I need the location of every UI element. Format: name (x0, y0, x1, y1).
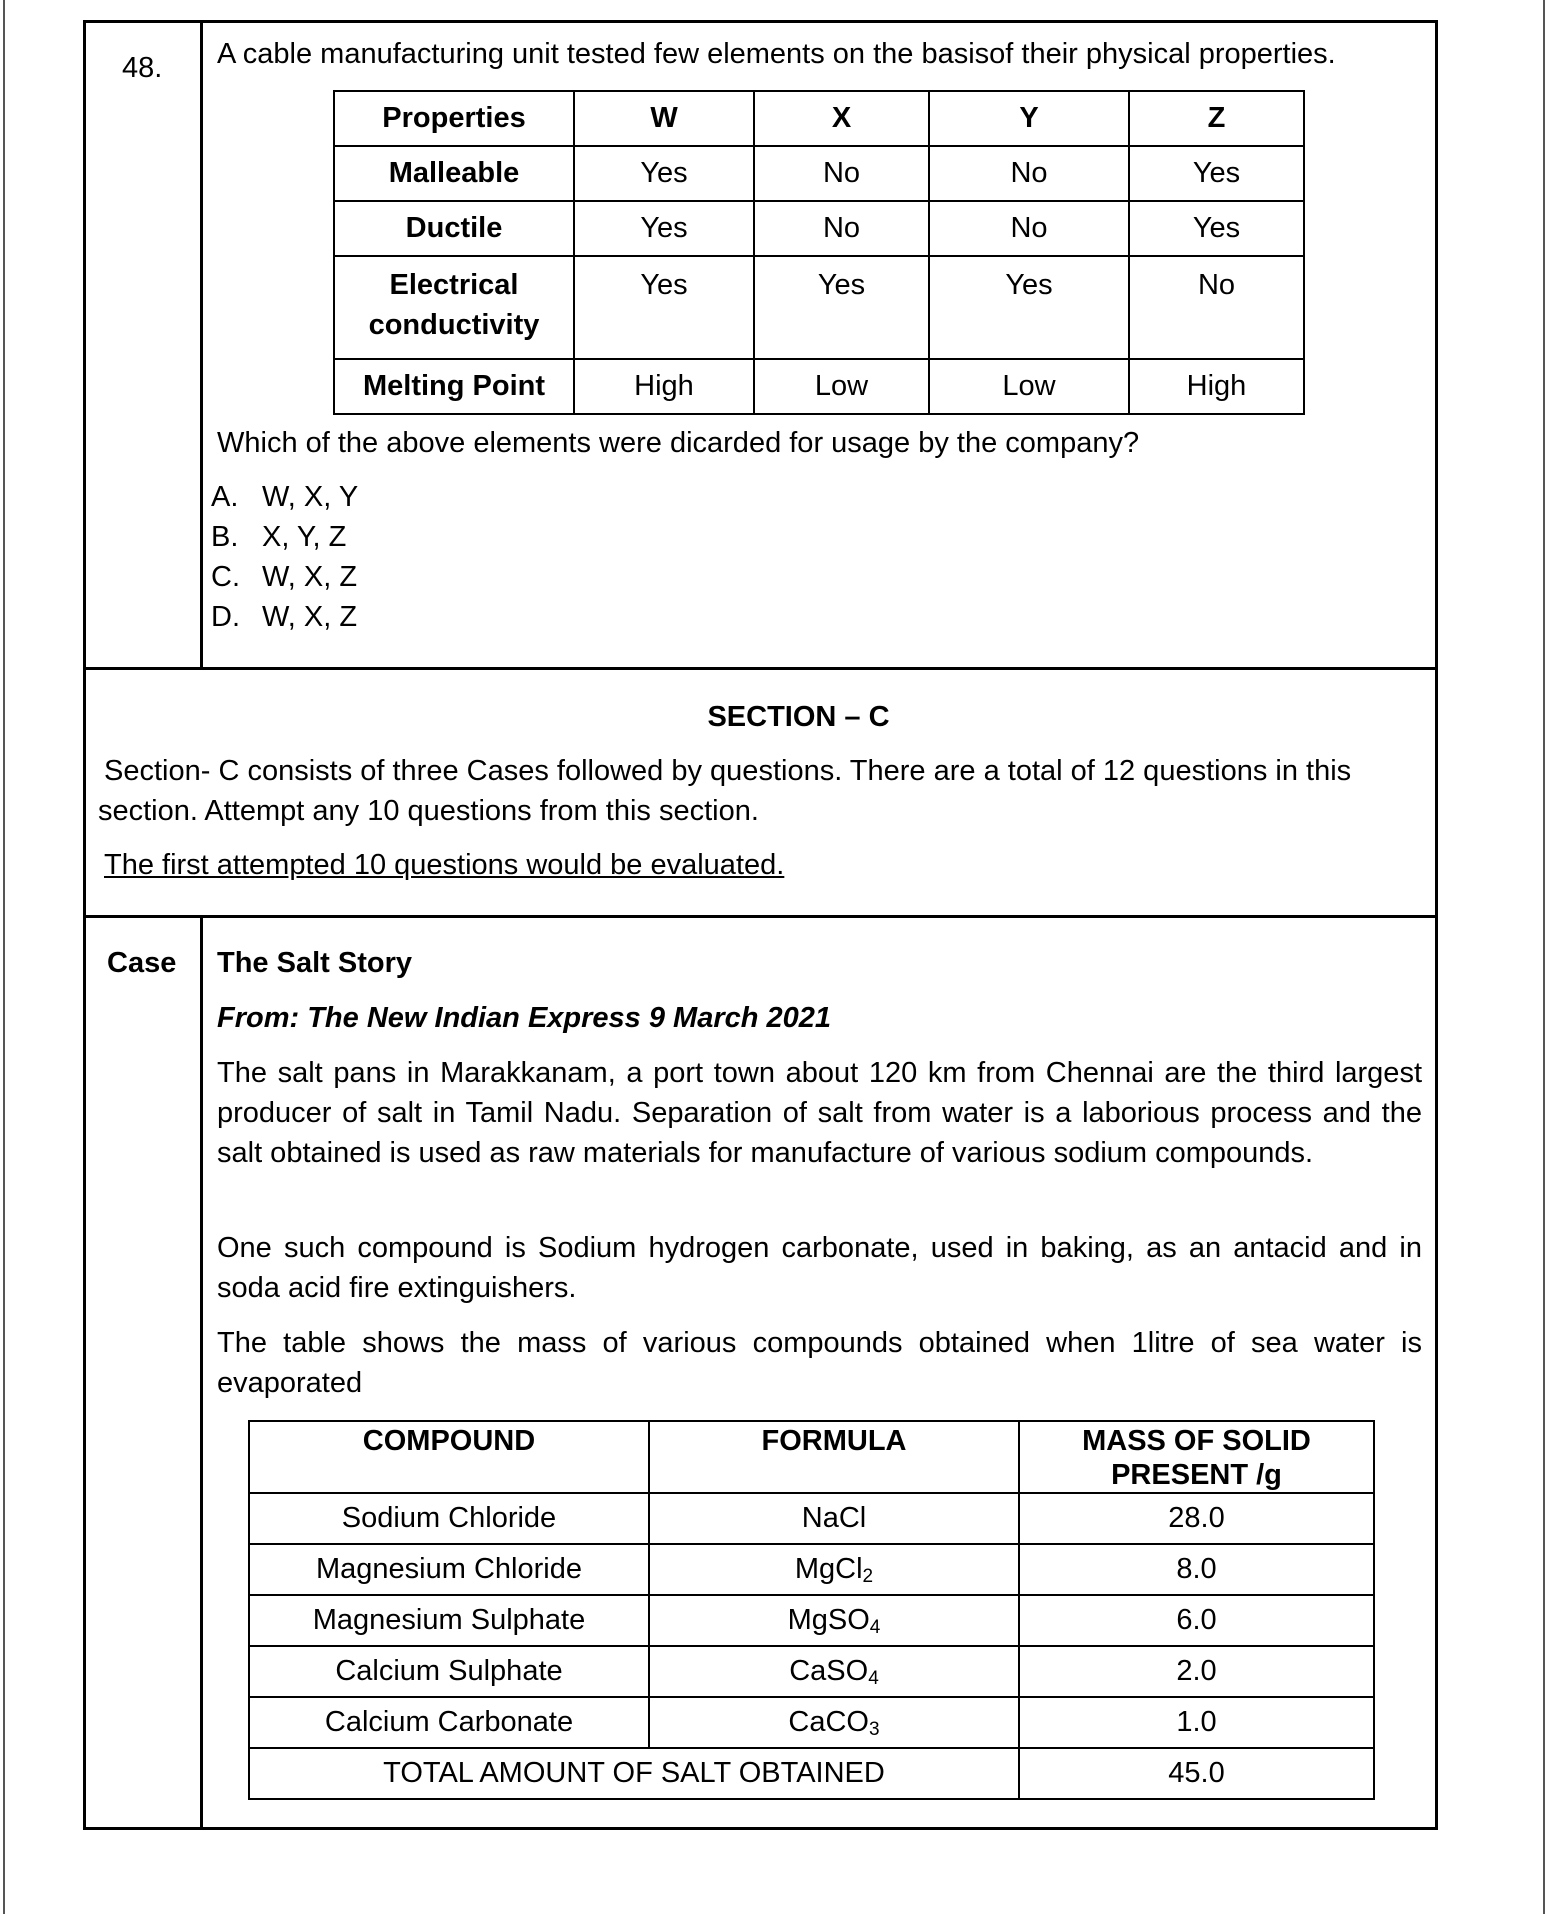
number-column-divider-q48 (200, 20, 203, 670)
table-header-row (249, 1421, 1374, 1493)
table-row (334, 201, 1304, 256)
compound-formula (649, 1493, 1019, 1544)
option-letter: C. (211, 561, 240, 593)
table-cell: Low (929, 359, 1129, 414)
case-label: Case (107, 947, 177, 979)
page-edge-right (1543, 0, 1545, 1914)
table-row (249, 1544, 1374, 1595)
question-prompt: Which of the above elements were dicarded for usage by the company? (217, 427, 1140, 459)
header-line: MASS OF SOLID (1082, 1425, 1311, 1457)
table-cell: Low (754, 359, 929, 414)
compound-mass: 1.0 (1019, 1697, 1374, 1748)
property-name: Malleable (334, 146, 574, 201)
compound-name: Sodium Chloride (249, 1493, 649, 1544)
compound-formula (649, 1697, 1019, 1748)
option-text: W, X, Z (262, 561, 358, 593)
property-name: Ductile (334, 201, 574, 256)
header-line: PRESENT /g (1111, 1459, 1282, 1491)
table-row (334, 359, 1304, 414)
option-letter: A. (211, 481, 239, 513)
formula-base: CaCO (788, 1706, 869, 1738)
section-title: SECTION – C (707, 701, 890, 733)
table-cell: High (574, 359, 754, 414)
property-name-line: conductivity (368, 309, 540, 341)
table-row (249, 1493, 1374, 1544)
compound-name: Calcium Carbonate (249, 1697, 649, 1748)
table-row (334, 146, 1304, 201)
case-title: The Salt Story (217, 947, 412, 979)
table-header-cell: W (574, 91, 754, 146)
table-total-row (249, 1748, 1374, 1799)
table-row (249, 1595, 1374, 1646)
compound-mass: 2.0 (1019, 1646, 1374, 1697)
question-text: A cable manufacturing unit tested few elements on the basisof their physical properties. (217, 38, 1336, 70)
table-cell: Yes (1129, 201, 1304, 256)
section-description: section. Attempt any 10 questions from this section. (98, 795, 759, 827)
formula-base: MgCl (794, 1553, 863, 1585)
case-paragraph: The table shows the mass of various compounds obtained when 1litre of sea water is evaporated (217, 1327, 1422, 1399)
property-name (334, 256, 574, 359)
formula-subscript: 2 (862, 1566, 874, 1587)
compound-name: Calcium Sulphate (249, 1646, 649, 1697)
table-cell: Yes (574, 256, 754, 359)
table-header-cell: COMPOUND (249, 1421, 649, 1493)
table-header-cell (1019, 1421, 1374, 1493)
compound-formula (649, 1544, 1019, 1595)
option-letter: B. (211, 521, 239, 553)
total-value: 45.0 (1019, 1748, 1374, 1799)
compound-name: Magnesium Chloride (249, 1544, 649, 1595)
property-name-line: Electrical (389, 269, 519, 301)
property-name: Melting Point (334, 359, 574, 414)
table-header-cell: Z (1129, 91, 1304, 146)
compound-mass: 28.0 (1019, 1493, 1374, 1544)
table-row (249, 1646, 1374, 1697)
divider-section-c-top (83, 667, 1438, 670)
table-header-cell: Y (929, 91, 1129, 146)
compound-formula (649, 1646, 1019, 1697)
page-edge-left (3, 0, 5, 1914)
case-paragraph: The salt pans in Marakkanam, a port town about 120 km from Chennai are the third largest producer of salt in Tamil Nadu. Separation of salt from water is a laborious process and the salt obtained is used as raw materials for manufacture of various sodium compounds. (217, 1057, 1422, 1169)
table-header-cell: Properties (334, 91, 574, 146)
table-cell: No (929, 146, 1129, 201)
table-cell: Yes (1129, 146, 1304, 201)
compound-name: Magnesium Sulphate (249, 1595, 649, 1646)
formula-subscript: 4 (869, 1617, 881, 1638)
formula-base: MgSO (787, 1604, 870, 1636)
table-row (249, 1697, 1374, 1748)
case-source: From: The New Indian Express 9 March 2021 (217, 1002, 832, 1034)
formula-subscript: 3 (869, 1719, 880, 1740)
divider-case-top (83, 915, 1438, 918)
table-header-cell: X (754, 91, 929, 146)
formula-base: CaSO (789, 1655, 869, 1687)
table-cell: High (1129, 359, 1304, 414)
formula-subscript: 4 (868, 1668, 879, 1689)
evaluation-note: The first attempted 10 questions would be evaluated. (104, 849, 785, 881)
compound-mass: 8.0 (1019, 1544, 1374, 1595)
table-cell: No (929, 201, 1129, 256)
table-row (334, 256, 1304, 359)
table-cell: Yes (929, 256, 1129, 359)
compound-mass: 6.0 (1019, 1595, 1374, 1646)
question-number: 48. (122, 52, 163, 84)
option-text: X, Y, Z (262, 521, 347, 553)
case-paragraph: One such compound is Sodium hydrogen carbonate, used in baking, as an antacid and in soda acid fire extinguishers. (217, 1232, 1422, 1304)
table-cell: Yes (574, 146, 754, 201)
table-cell: Yes (754, 256, 929, 359)
table-header-cell: FORMULA (649, 1421, 1019, 1493)
table-cell: No (754, 201, 929, 256)
table-cell: No (754, 146, 929, 201)
compounds-table (248, 1420, 1375, 1800)
table-cell: Yes (574, 201, 754, 256)
option-text: W, X, Z (262, 601, 358, 633)
properties-table (333, 90, 1305, 415)
option-letter: D. (211, 601, 240, 633)
compound-formula (649, 1595, 1019, 1646)
formula-base: NaCl (801, 1502, 867, 1534)
table-cell: No (1129, 256, 1304, 359)
section-description: Section- C consists of three Cases followed by questions. There are a total of 12 questions in this (104, 755, 1352, 787)
table-header-row (334, 91, 1304, 146)
total-label: TOTAL AMOUNT OF SALT OBTAINED (249, 1748, 1019, 1799)
option-text: W, X, Y (262, 481, 359, 513)
number-column-divider-case (200, 915, 203, 1830)
